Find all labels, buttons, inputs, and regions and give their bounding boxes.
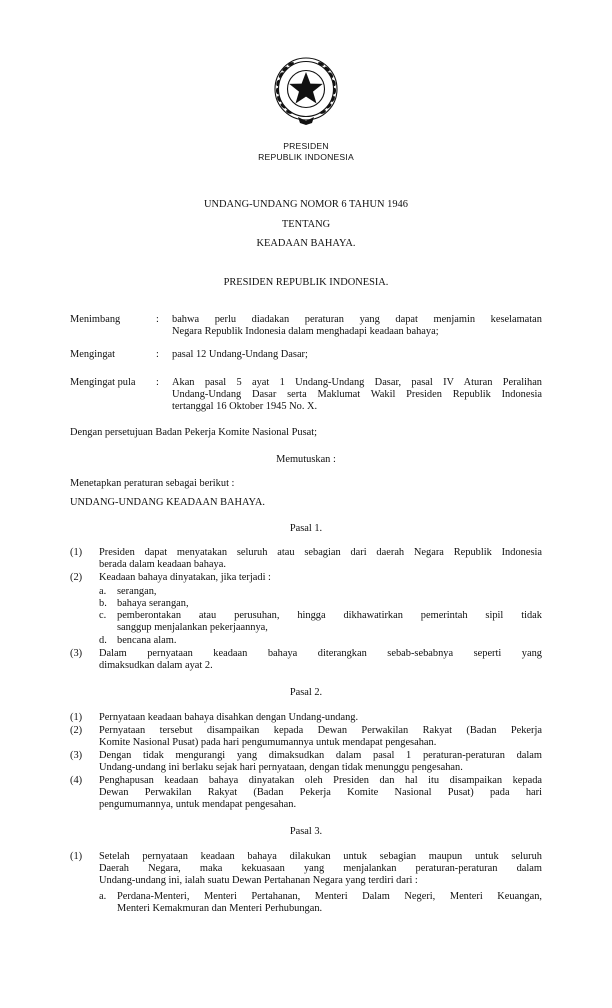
- item-text-line: Undang-undang ini berlaku sejak hari pernyataan, dengan tidak menunggu pengesahan.: [99, 762, 463, 773]
- item-text-line: pemberontakan atau perusuhan, hingga dikhawatirkan pemerintah sipil tidak: [117, 610, 542, 621]
- law-name: UNDANG-UNDANG KEADAAN BAHAYA.: [70, 497, 266, 508]
- subitem-text: serangan,: [117, 586, 157, 597]
- subitem-letter: a.: [99, 891, 107, 902]
- subitem-text: bahaya serangan,: [117, 598, 189, 609]
- list-item: [99, 547, 542, 571]
- item-text-line: Pernyataan tersebut disampaikan kepada Dewan Perwakilan Rakyat (Badan Pekerja: [99, 725, 542, 736]
- item-text-line: Perdana-Menteri, Menteri Pertahanan, Menteri Dalam Negeri, Menteri Keuangan,: [117, 891, 542, 902]
- item-number: (3): [70, 648, 83, 659]
- consideration-menimbang: [70, 314, 542, 338]
- header-caption-line1: PRESIDEN: [283, 141, 329, 151]
- law-subject-title: KEADAAN BAHAYA.: [256, 238, 356, 249]
- garuda-star-wreath-icon: [271, 53, 341, 137]
- approval-line: Dengan persetujuan Badan Pekerja Komite Nasional Pusat;: [70, 427, 318, 438]
- subitem-letter: b.: [99, 598, 107, 609]
- item-number: (1): [70, 547, 83, 558]
- item-text-line: Menteri Kemakmuran dan Menteri Perhubungan.: [117, 903, 323, 914]
- item-text-line: Keadaan bahaya dinyatakan, jika terjadi :: [99, 572, 271, 583]
- item-text-line: Komite Nasional Pusat) pada hari pengumumannya untuk mendapat pengesahan.: [99, 737, 437, 748]
- consideration-text-line: Negara Republik Indonesia dalam menghadapi keadaan bahaya;: [172, 326, 439, 337]
- item-text-line: Pernyataan keadaan bahaya disahkan dengan Undang-undang.: [99, 712, 359, 723]
- item-text-line: sanggup menjalankan pekerjaannya,: [117, 622, 268, 633]
- list-item: [99, 775, 542, 811]
- item-text-line: Dalam pernyataan keadaan bahaya diterangkan sebab-sebabnya seperti yang: [99, 648, 542, 659]
- item-text-line: Dewan Perwakilan Rakyat (Badan Pekerja Komite Nasional Pusat) pada hari: [99, 787, 542, 798]
- item-text-line: Setelah pernyataan keadaan bahaya dilakukan untuk sebagian maupun untuk seluruh: [99, 851, 542, 862]
- consideration-label: Menimbang: [70, 314, 121, 325]
- subitem-text: [117, 891, 542, 915]
- consideration-label: Mengingat pula: [70, 377, 136, 388]
- consideration-text-line: pasal 12 Undang-Undang Dasar;: [172, 349, 308, 360]
- establish-line: Menetapkan peraturan sebagai berikut :: [70, 478, 235, 489]
- list-item: [99, 648, 542, 672]
- item-number: (3): [70, 750, 83, 761]
- pasal-1-heading: Pasal 1.: [289, 523, 323, 534]
- consideration-text-line: Akan pasal 5 ayat 1 Undang-Undang Dasar, pasal IV Aturan Peralihan: [172, 377, 542, 388]
- subitem-text: bencana alam.: [117, 635, 177, 646]
- list-item: [99, 725, 542, 749]
- consideration-colon: :: [156, 314, 159, 325]
- item-text-line: pengumumannya, untuk mendapat pengesahan.: [99, 799, 297, 810]
- item-text-line: berada dalam keadaan bahaya.: [99, 559, 226, 570]
- consideration-colon: :: [156, 377, 159, 388]
- item-text-line: Daerah Negara, maka kekuasaan yang menjalankan peraturan-peraturan dalam: [99, 863, 542, 874]
- consideration-label: Mengingat: [70, 349, 116, 360]
- consideration-mengingat-pula: [70, 377, 542, 413]
- law-number-title: UNDANG-UNDANG NOMOR 6 TAHUN 1946: [204, 199, 408, 210]
- item-text-line: dimaksudkan dalam ayat 2.: [99, 660, 213, 671]
- pasal-2-heading: Pasal 2.: [289, 687, 323, 698]
- decides-heading: Memutuskan :: [276, 454, 336, 465]
- item-number: (1): [70, 851, 83, 862]
- consideration-mengingat: [70, 349, 542, 361]
- item-text-line: Penghapusan keadaan bahaya dinyatakan oleh Presiden dan hal itu disampaikan kepada: [99, 775, 542, 786]
- subitem-letter: d.: [99, 635, 107, 646]
- header-caption-line2: REPUBLIK INDONESIA: [258, 152, 354, 162]
- item-number: (2): [70, 572, 83, 583]
- issuer-line: PRESIDEN REPUBLIK INDONESIA.: [223, 277, 389, 288]
- list-item: [99, 851, 542, 887]
- pasal-3-heading: Pasal 3.: [289, 826, 323, 837]
- item-text-line: Presiden dapat menyatakan seluruh atau sebagian dari daerah Negara Republik Indonesia: [99, 547, 542, 558]
- subitem-letter: a.: [99, 586, 107, 597]
- list-item: [99, 750, 542, 774]
- item-text-line: Dengan tidak mengurangi yang dimaksudkan dalam pasal 1 peraturan-peraturan dalam: [99, 750, 542, 761]
- consideration-text-line: Undang-Undang Dasar serta Maklumat Wakil Presiden Republik Indonesia: [172, 389, 542, 400]
- item-number: (4): [70, 775, 83, 786]
- title-about: TENTANG: [281, 219, 331, 230]
- item-text-line: Undang-undang ini, ialah suatu Dewan Pertahanan Negara yang terdiri dari :: [99, 875, 418, 886]
- list-item: [99, 572, 542, 584]
- item-number: (1): [70, 712, 83, 723]
- subitem-letter: c.: [99, 610, 107, 621]
- subitem-text: [117, 610, 542, 634]
- list-item: [99, 712, 542, 724]
- consideration-text-line: tertanggal 16 Oktober 1945 No. X.: [172, 401, 318, 412]
- item-number: (2): [70, 725, 83, 736]
- consideration-colon: :: [156, 349, 159, 360]
- consideration-text-line: bahwa perlu diadakan peraturan yang dapat menjamin keselamatan: [172, 314, 542, 325]
